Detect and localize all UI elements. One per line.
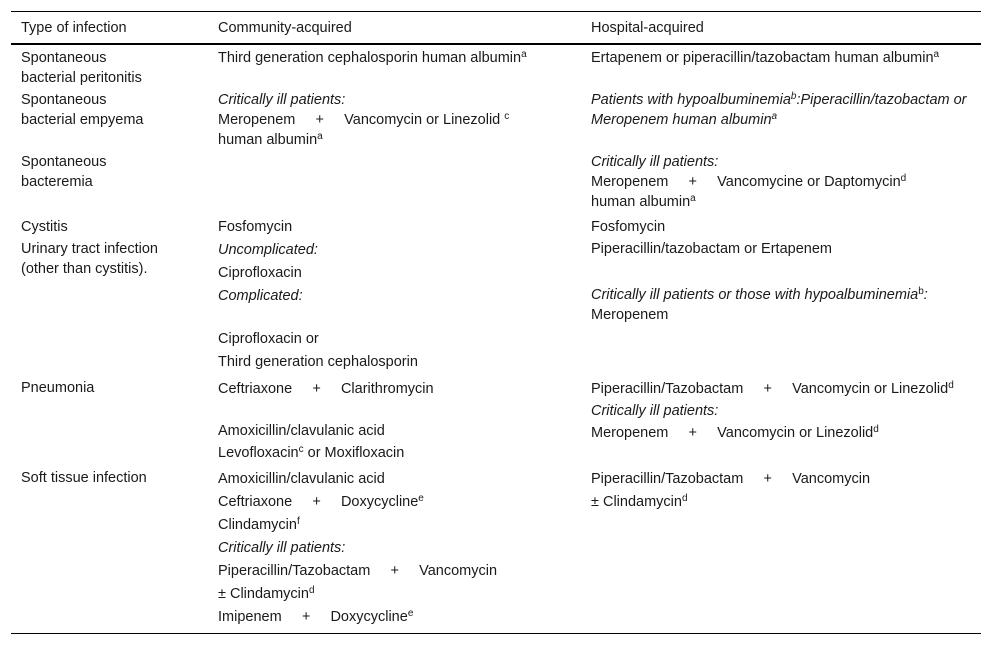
table-row: [11, 89, 981, 151]
community-cell: Fosfomycin: [218, 219, 293, 235]
table-row: [11, 213, 981, 238]
hospital-cell: Ertapenem or piperacillin/tazobactam human albumin$^a$: [591, 49, 940, 66]
community-cell: Ceftriaxone + Clarithromycin Amoxicillin/clavulanic acid Levofloxacin$^c$ or Moxifloxacin: [218, 381, 434, 461]
table-row: [11, 465, 981, 634]
community-cell: Uncomplicated: Ciprofloxacin Complicated: Ciprofloxacin or Third generation cephalosporin: [218, 242, 418, 370]
hospital-cell: Patients with hypoalbuminemia$^b$:Piperacillin/tazobactam or Meropenem human albumin$^a$: [591, 91, 967, 128]
community-cell: Third generation cephalosporin human albumin$^a$: [218, 49, 527, 66]
type-cell: Cystitis: [21, 219, 68, 235]
type-cell: Spontaneous bacteremia: [21, 154, 107, 190]
hospital-cell: Fosfomycin: [591, 219, 666, 235]
header-community: Community-acquired: [218, 20, 352, 36]
hospital-cell: Piperacillin/tazobactam or Ertapenem Critically ill patients or those with hypoalbuminemia$^b$: Meropenem: [591, 241, 928, 323]
header-hospital: Hospital-acquired: [591, 20, 704, 36]
community-cell: Critically ill patients: Meropenem + Vancomycin or Linezolid $^c$ human albumin$^a$: [218, 92, 510, 148]
type-cell: Soft tissue infection: [21, 470, 147, 486]
table-row: [11, 44, 981, 89]
table-row: [11, 151, 981, 213]
hospital-cell: Critically ill patients: Meropenem + Vancomycine or Daptomycin$^d$ human albumin$^a$: [591, 154, 907, 210]
hospital-cell: Piperacillin/Tazobactam + Vancomycin ± Clindamycin$^d$: [591, 471, 871, 510]
footnote-marker: d: [948, 380, 954, 391]
table-row: [11, 375, 981, 465]
community-cell: [208, 151, 581, 213]
type-cell: Pneumonia: [21, 380, 95, 396]
type-cell: Spontaneous bacterial peritonitis: [21, 50, 142, 86]
type-cell: Spontaneous bacterial empyema: [21, 92, 144, 128]
table-row: [11, 238, 981, 375]
antibiotic-table: [11, 11, 981, 634]
community-cell: Amoxicillin/clavulanic acid Ceftriaxone + Doxycycline$^e$ Clindamycin$^f$ Critically ill patients: Piperacillin/Tazobactam + Vancomycin ± Clindamycin$^d$ Imipenem + Doxycycline$^e$: [218, 471, 498, 625]
type-cell: Urinary tract infection (other than cystitis).: [21, 241, 158, 277]
header-row: [11, 12, 981, 45]
header-type: Type of infection: [21, 20, 127, 36]
hospital-cell: Piperacillin/Tazobactam + Vancomycin or Linezolid$^d$ Critically ill patients: Meropenem + Vancomycin or Linezolid$^d$: [591, 380, 954, 441]
